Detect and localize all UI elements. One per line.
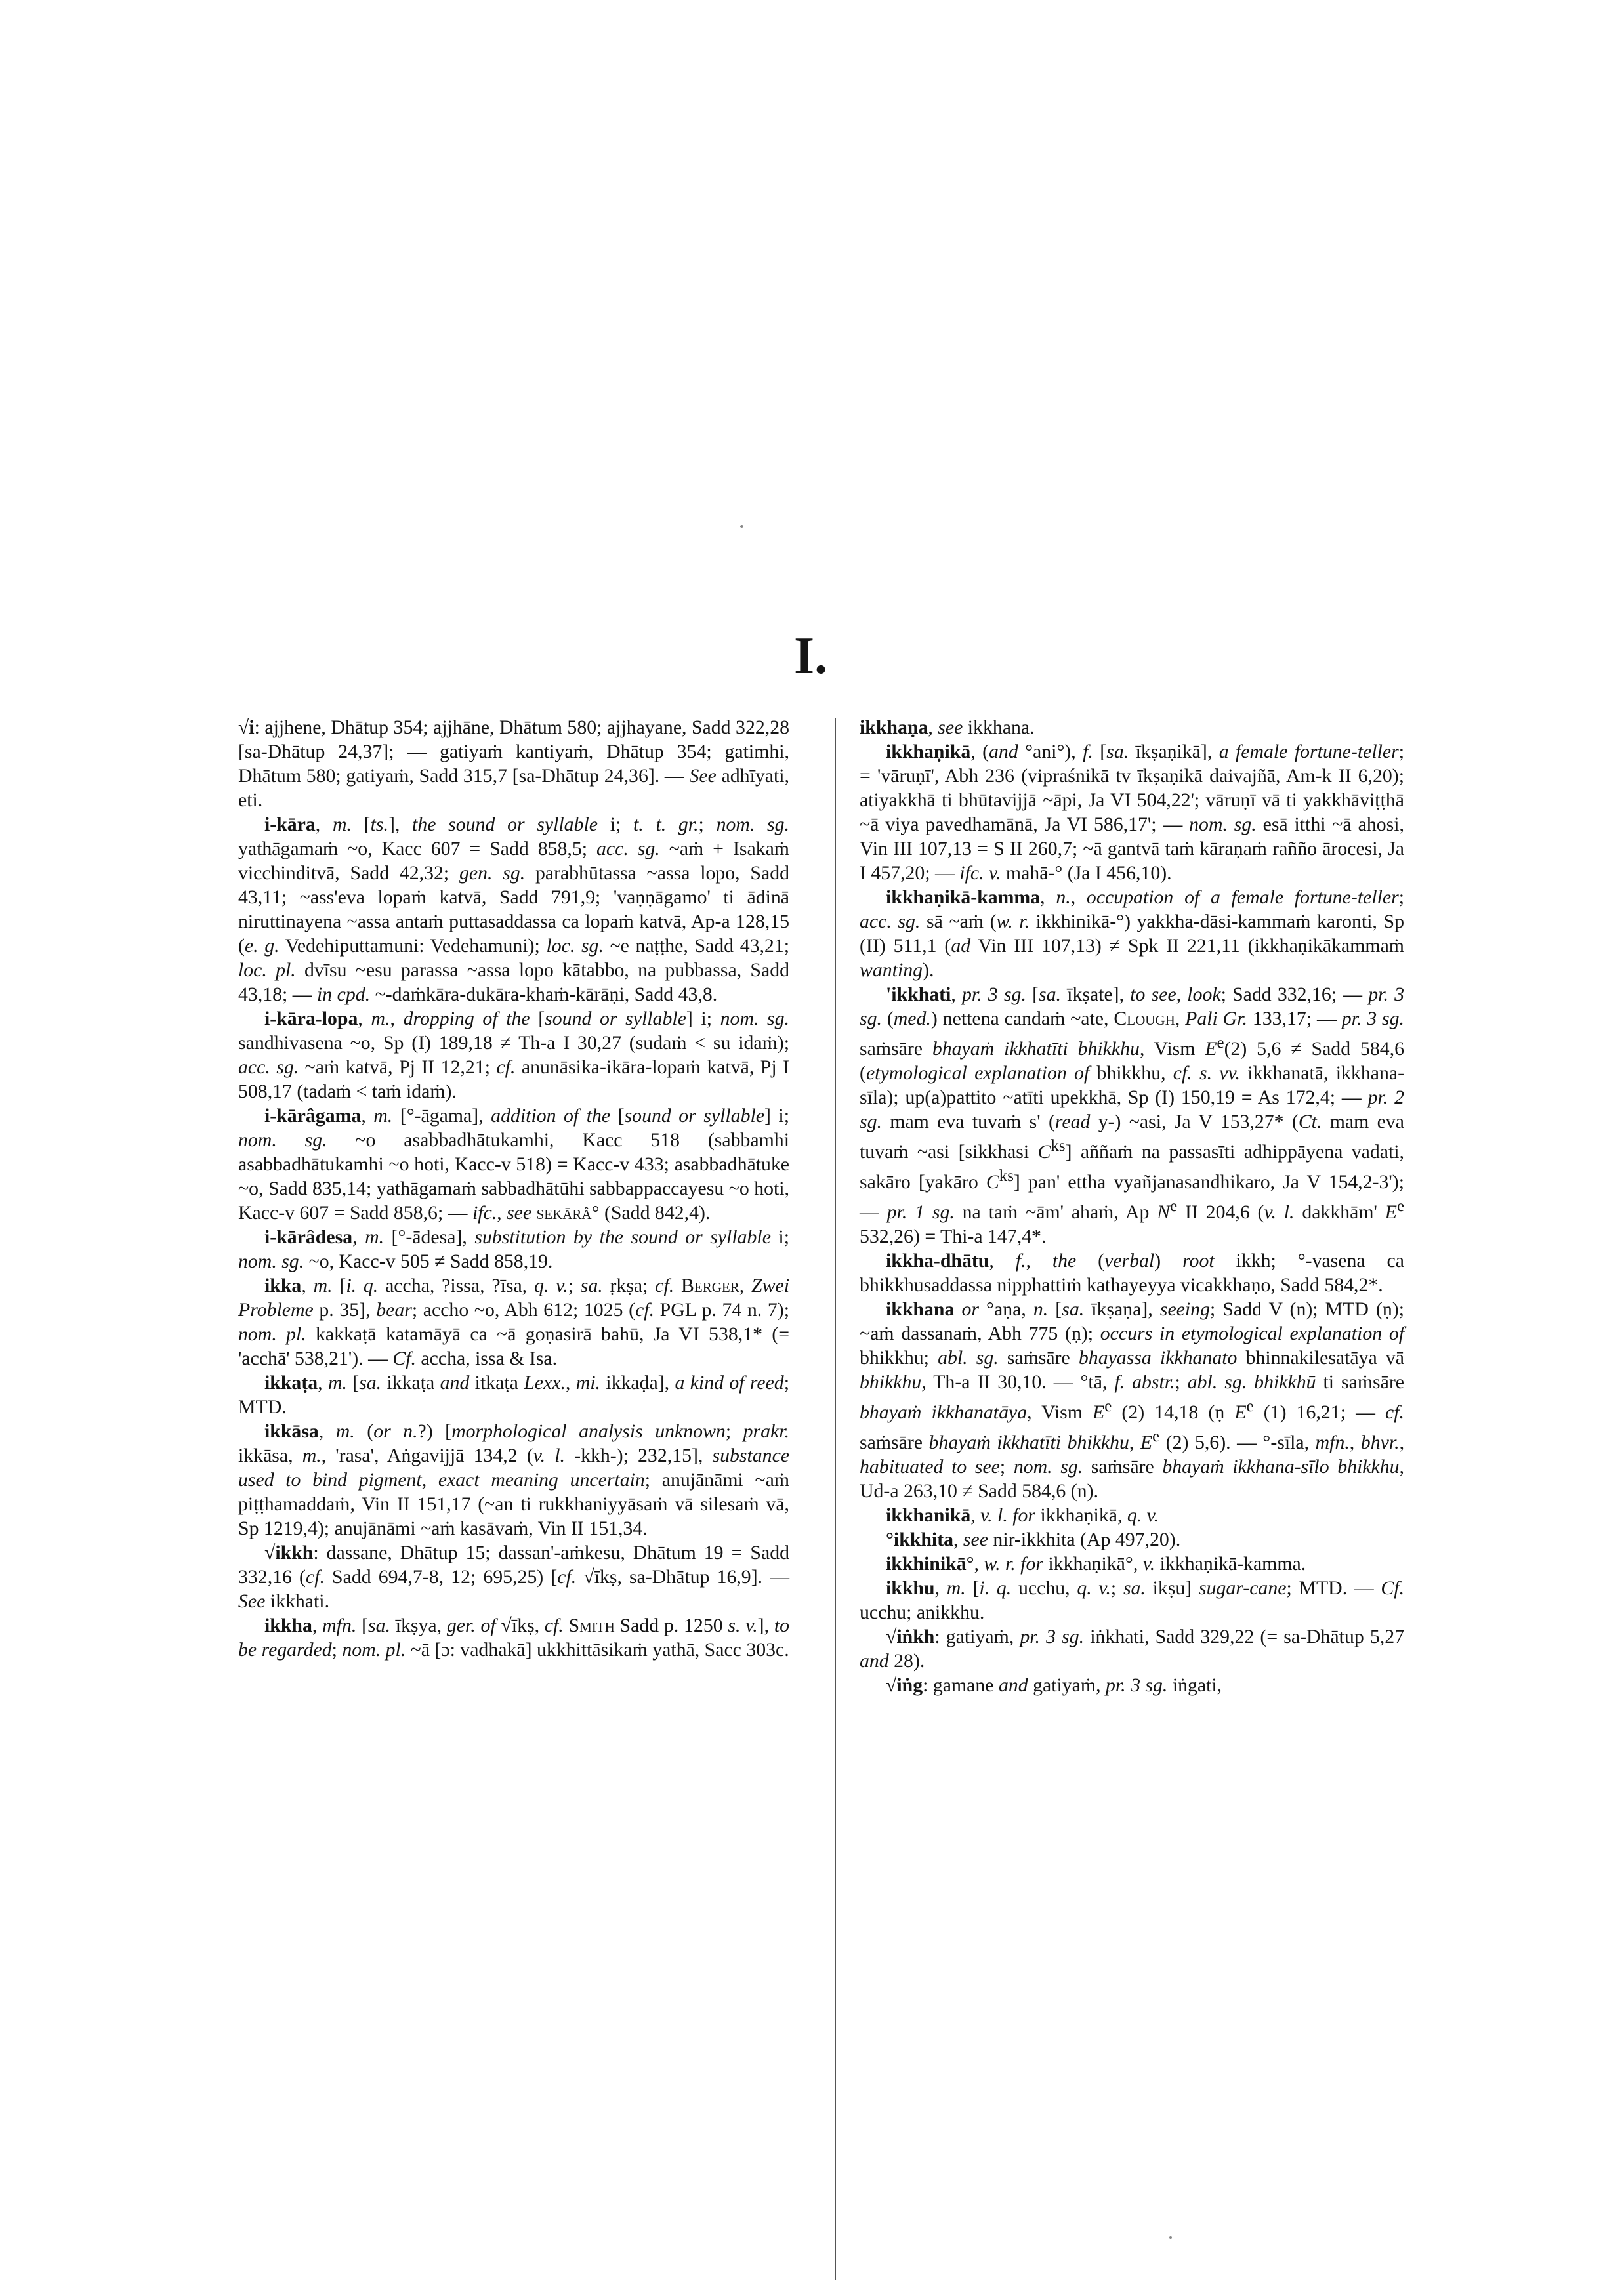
scan-speck bbox=[740, 525, 743, 528]
left-entry-1: i-kāra, m. [ts.], the sound or syllable i; t. t. gr.; nom. sg. yathāgamaṁ ~o, Kacc 607 = Sadd 858,5; acc. sg. ~aṁ + Isakaṁ vicchinditvā, Sadd 42,32; gen. sg. parabhūtassa ~assa lopo, Sadd 43,11; ~ass'eva lopaṁ katvā, Sadd 791,9; 'vaṇṇāgamo' ti ādinā niruttinayena ~assa antaṁ puttasaddassa ca lopaṁ katvā, Ap-a 128,15 (e. g. Vedehiputtamuni: Vedehamuni); loc. sg. ~e naṭṭhe, Sadd 43,21; loc. pl. dvīsu ~esu parassa ~assa lopo kātabbo, na pubbassa, Sadd 43,18; — in cpd. ~-daṁkāra-dukāra-khaṁ-kārāṇi, Sadd 43,8. bbox=[238, 814, 790, 1005]
right-entry-9: ikkhu, m. [i. q. ucchu, q. v.; sa. ikṣu] sugar-cane; MTD. — Cf. ucchu; anikkhu. bbox=[860, 1577, 1405, 1623]
left-entry-8: √ikkh: dassane, Dhātup 15; dassan'-aṁkesu, Dhātum 19 = Sadd 332,16 (cf. Sadd 694,7-8, 12; 695,25) [cf. √īkṣ, sa-Dhātup 16,9]. — See ikkhati. bbox=[238, 1542, 789, 1612]
left-entry-0: √i: ajjhene, Dhātup 354; ajjhāne, Dhātum 580; ajjhayane, Sadd 322,28 [sa-Dhātup 24,37]; — gatiyaṁ kantiyaṁ, Dhātup 354; gatimhi, Dhātum 580; gatiyaṁ, Sadd 315,7 [sa-Dhātup 24,36]. — See adhīyati, eti. bbox=[238, 716, 789, 811]
left-entry-6: ikkaṭa, m. [sa. ikkaṭa and itkaṭa Lexx., mi. ikkaḍa], a kind of reed; MTD. bbox=[238, 1372, 789, 1418]
right-entry-8: ikkhinikā°, w. r. for ikkhaṇikā°, v. ikkhaṇikā-kamma. bbox=[886, 1552, 1306, 1575]
right-entry-6: ikkhanikā, v. l. for ikkhaṇikā, q. v. bbox=[886, 1504, 1159, 1526]
right-entry-10: √iṅkh: gatiyaṁ, pr. 3 sg. iṅkhati, Sadd 329,22 (= sa-Dhātup 5,27 and 28). bbox=[860, 1625, 1404, 1672]
left-entry-4: i-kārâdesa, m. [°-ādesa], substitution by the sound or syllable i; nom. sg. ~o, Kacc-v 505 ≠ Sadd 858,19. bbox=[238, 1226, 789, 1272]
right-entry-5: ikkhana or °aṇa, n. [sa. īkṣaṇa], seeing; Sadd V (n); MTD (ṇ); ~aṁ dassanaṁ, Abh 775 (ṇ); occurs in etymological explanation of bhikkhu; abl. sg. saṁsāre bhayassa ikkhanato bhinnakilesatāya vā bhikkhu, Th-a II 30,10. — °tā, f. abstr.; abl. sg. bhikkhū ti saṁsāre bhayaṁ ikkhanatāya, Vism $E^e$ (2) 14,18 (ṇ $E^e$ (1) 16,21; — cf. saṁsāre bhayaṁ ikkhatīti bhikkhu, $E^e$ (2) 5,6). — °-sīla, mfn., bhvr., habituated to see; nom. sg. saṁsāre bhayaṁ ikkhana-sīlo bhikkhu, Ud-a 263,10 ≠ Sadd 584,6 (n). bbox=[860, 1298, 1405, 1502]
left-entry-7: ikkāsa, m. (or n.?) [morphological analysis unknown; prakr. ikkāsa, m., 'rasa', Aṅgavijjā 134,2 (v. l. -kkh-); 232,15], substance used to bind pigment, exact meaning uncertain; anujānāmi ~aṁ piṭṭhamaddaṁ, Vin II 151,17 (~an ti rukkhaniyyāsaṁ vā silesaṁ vā, Sp 1219,4); anujānāmi ~aṁ kasāvaṁ, Vin II 151,34. bbox=[238, 1420, 790, 1539]
left-entry-2: i-kāra-lopa, m., dropping of the [sound or syllable] i; nom. sg. sandhivasena ~o, Sp (I) 189,18 ≠ Th-a I 30,27 (sudaṁ < su idaṁ); acc. sg. ~aṁ katvā, Pj II 12,21; cf. anunāsika-ikāra-lopaṁ katvā, Pj I 508,17 (tadaṁ < taṁ idaṁ). bbox=[238, 1008, 789, 1102]
left-entry-5: ikka, m. [i. q. accha, ?issa, ?īsa, q. v.; sa. ṛkṣa; cf. Berger, Zwei Probleme p. 35], bear; accho ~o, Abh 612; 1025 (cf. PGL p. 74 n. 7); nom. pl. kakkaṭā katamāyā ca ~ā goṇasirā bahū, Ja VI 538,1* (= 'acchā' 538,21'). — Cf. accha, issa & Isa. bbox=[238, 1275, 790, 1369]
left-entry-9: ikkha, mfn. [sa. īkṣya, ger. of √īkṣ, cf. Smith Sadd p. 1250 s. v.], to be regarded; nom. pl. ~ā [ɔ: vadhakā] ukkhittāsikaṁ yathā, Sacc 303c. bbox=[238, 1615, 790, 1661]
right-column bbox=[860, 715, 1404, 1697]
column-divider bbox=[835, 718, 836, 2280]
left-column bbox=[238, 715, 789, 1662]
right-entry-2: ikkhaṇikā-kamma, n., occupation of a female fortune-teller; acc. sg. sā ~aṁ (w. r. ikkhinikā-°) yakkha-dāsi-kammaṁ karonti, Sp (II) 511,1 (ad Vin III 107,13) ≠ Spk II 221,11 (ikkhaṇikākammaṁ wanting). bbox=[860, 886, 1404, 981]
right-entry-0: ikkhaṇa, see ikkhana. bbox=[860, 716, 1035, 738]
page-letter-heading: I. bbox=[794, 627, 828, 685]
right-entry-3: 'ikkhati, pr. 3 sg. [sa. īkṣate], to see, look; Sadd 332,16; — pr. 3 sg. (med.) nettena candaṁ ~ate, Clough, Pali Gr. 133,17; — pr. 3 sg. saṁsāre bhayaṁ ikkhatīti bhikkhu, Vism $E^e(2) 5,6$ ≠ Sadd 584,6 (etymological explanation of bhikkhu, cf. s. vv. ikkhanatā, ikkhana-sīla); up(a)pattito ~atīti upekkhā, Sp (I) 150,19 = As 172,4; — pr. 2 sg. mam eva tuvaṁ s' (read y-) ~asi, Ja V 153,27* (Ct. mam eva tuvaṁ ~asi [sikkhasi $C^{ks}$] aññaṁ na passasīti adhippāyena vadati, sakāro [yakāro $C^{ks}$] pan' ettha vyañjanasandhikaro, Ja V 154,2-3'); — pr. 1 sg. na taṁ ~ām' ahaṁ, Ap $N^e$ II 204,6 (v. l. dakkhām' $E^e$ 532,26) = Thi-a 147,4*. bbox=[860, 983, 1405, 1247]
scan-speck bbox=[1169, 2236, 1172, 2239]
right-entry-11: √iṅg: gamane and gatiyaṁ, pr. 3 sg. iṅgati, bbox=[886, 1674, 1222, 1696]
left-entry-3: i-kārâgama, m. [°-āgama], addition of the [sound or syllable] i; nom. sg. ~o asabbadhātukamhi, Kacc 518 (sabbamhi asabbadhātukamhi ~o hoti, Kacc-v 518) = Kacc-v 433; asabbadhātuke ~o, Sadd 835,14; yathāgamaṁ sabbadhātūhi sabbappaccayesu ~o hoti, Kacc-v 607 = Sadd 858,6; — ifc., see sekārâ° (Sadd 842,4). bbox=[238, 1105, 789, 1224]
right-entry-1: ikkhaṇikā, (and °ani°), f. [sa. īkṣaṇikā], a female fortune-teller; = 'vāruṇī', Abh 236 (vipraśnikā tv īkṣaṇikā daivajñā, Am-k II 6,20); atiyakkhā ti bhūtavijjā ~āpi, Ja VI 504,22'; vāruṇī vā ti yakkhāviṭṭhā ~ā viya pavedhamānā, Ja VI 586,17'; — nom. sg. esā itthi ~ā ahosi, Vin III 107,13 = S II 260,7; ~ā gantvā taṁ kāraṇaṁ rañño ārocesi, Ja I 457,20; — ifc. v. mahā-° (Ja I 456,10). bbox=[860, 741, 1404, 884]
right-entry-4: ikkha-dhātu, f., the (verbal) root ikkh; °-vasena ca bhikkhusaddassa nipphattiṁ kathayeyya vicakkhaṇo, Sadd 584,2*. bbox=[860, 1249, 1404, 1296]
right-entry-7: °ikkhita, see nir-ikkhita (Ap 497,20). bbox=[886, 1528, 1181, 1550]
